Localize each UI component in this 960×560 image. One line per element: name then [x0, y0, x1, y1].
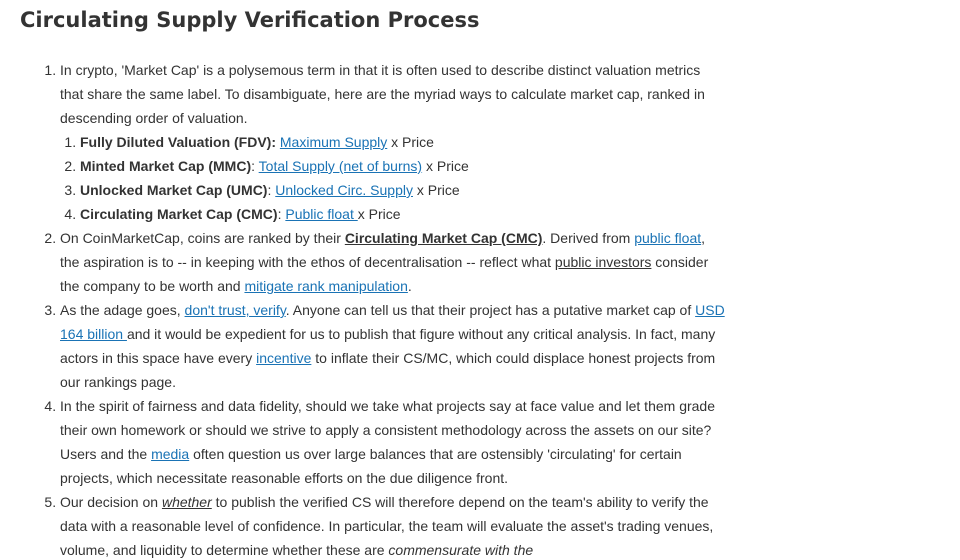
item-5-text-2: to publish the verified CS will therefore depend on the team's ability to verify the data with a reasonable level of confidence. In particular, the team will evaluate the asset's trading venues, volume, and liquidity to determine whether these are [60, 494, 714, 558]
list-item-3 [60, 298, 725, 394]
article-body [0, 58, 960, 560]
umc-term: Unlocked Market Cap (UMC) [80, 182, 268, 198]
mmc-suffix: x Price [422, 158, 469, 174]
total-supply-link[interactable]: Total Supply (net of burns) [258, 158, 423, 174]
item-2-text-5: . [407, 278, 412, 294]
fdv-suffix: x Price [387, 134, 434, 150]
public-investors-text: public investors [554, 254, 652, 270]
whether-emphasis: whether [161, 494, 212, 510]
usd-164-billion-link[interactable]: USD 164 billion [60, 302, 725, 342]
commensurate-emphasis: commensurate with the [388, 542, 534, 558]
item-1-intro: In crypto, 'Market Cap' is a polysemous term in that it is often used to describe distinct valuation metrics that share the same label. To disambiguate, here are the myriad ways to calculate market cap, ranked in descending order of valuation. [60, 62, 705, 126]
sublist-item-cmc [80, 202, 725, 226]
unlocked-circ-supply-link[interactable]: Unlocked Circ. Supply [275, 182, 413, 198]
public-float-link-2[interactable]: public float [634, 230, 702, 246]
page-title: Circulating Supply Verification Process [20, 8, 480, 32]
maximum-supply-link[interactable]: Maximum Supply [279, 134, 388, 150]
umc-sep: : [267, 182, 276, 198]
item-2-text-1: On CoinMarketCap, coins are ranked by their [60, 230, 345, 246]
fdv-term: Fully Diluted Valuation (FDV): [80, 134, 276, 150]
item-2-text-4: consider the company to be worth and [60, 254, 709, 294]
list-item-2 [60, 226, 725, 298]
list-item-5 [60, 490, 725, 560]
incentive-link[interactable]: incentive [256, 350, 312, 366]
mmc-sep: : [251, 158, 259, 174]
circulating-market-cap-term: Circulating Market Cap (CMC) [344, 230, 543, 246]
item-5-text-1: Our decision on [60, 494, 162, 510]
media-link[interactable]: media [151, 446, 190, 462]
mitigate-rank-manipulation-link[interactable]: mitigate rank manipulation [244, 278, 408, 294]
public-float-link[interactable]: Public float [285, 206, 358, 222]
sublist-item-umc [80, 178, 725, 202]
list-item-1 [60, 58, 725, 226]
mmc-term: Minted Market Cap (MMC) [80, 158, 252, 174]
numbered-list [0, 58, 725, 560]
item-4-text-1: In the spirit of fairness and data fidelity, should we take what projects say at face value and let them grade their own homework or should we strive to apply a consistent methodology across the assets on our site? Users and the [60, 398, 715, 462]
sublist-item-fdv [80, 130, 725, 154]
item-4-text-2: often question us over large balances that are ostensibly 'circulating' for certain projects, which necessitate reasonable efforts on the due diligence front. [60, 446, 682, 486]
list-item-4 [60, 394, 725, 490]
cmc-sep: : [277, 206, 286, 222]
cmc-term: Circulating Market Cap (CMC) [80, 206, 278, 222]
item-3-text-1: As the adage goes, [60, 302, 185, 318]
item-3-text-3: and it would be expedient for us to publish that figure without any critical analysis. In fact, many actors in this space have every [60, 326, 716, 366]
item-2-text-3: , the aspiration is to -- in keeping with the ethos of decentralisation -- reflect what [60, 230, 706, 270]
item-3-text-2: . Anyone can tell us that their project has a putative market cap of [285, 302, 696, 318]
umc-suffix: x Price [412, 182, 460, 198]
dont-trust-verify-link[interactable]: don't trust, verify [184, 302, 286, 318]
cmc-suffix: x Price [357, 206, 401, 222]
sublist-item-mmc [80, 154, 725, 178]
item-2-text-2: . Derived from [542, 230, 635, 246]
item-3-text-4: to inflate their CS/MC, which could displace honest projects from our rankings page. [60, 350, 716, 390]
valuation-sublist [60, 130, 725, 226]
